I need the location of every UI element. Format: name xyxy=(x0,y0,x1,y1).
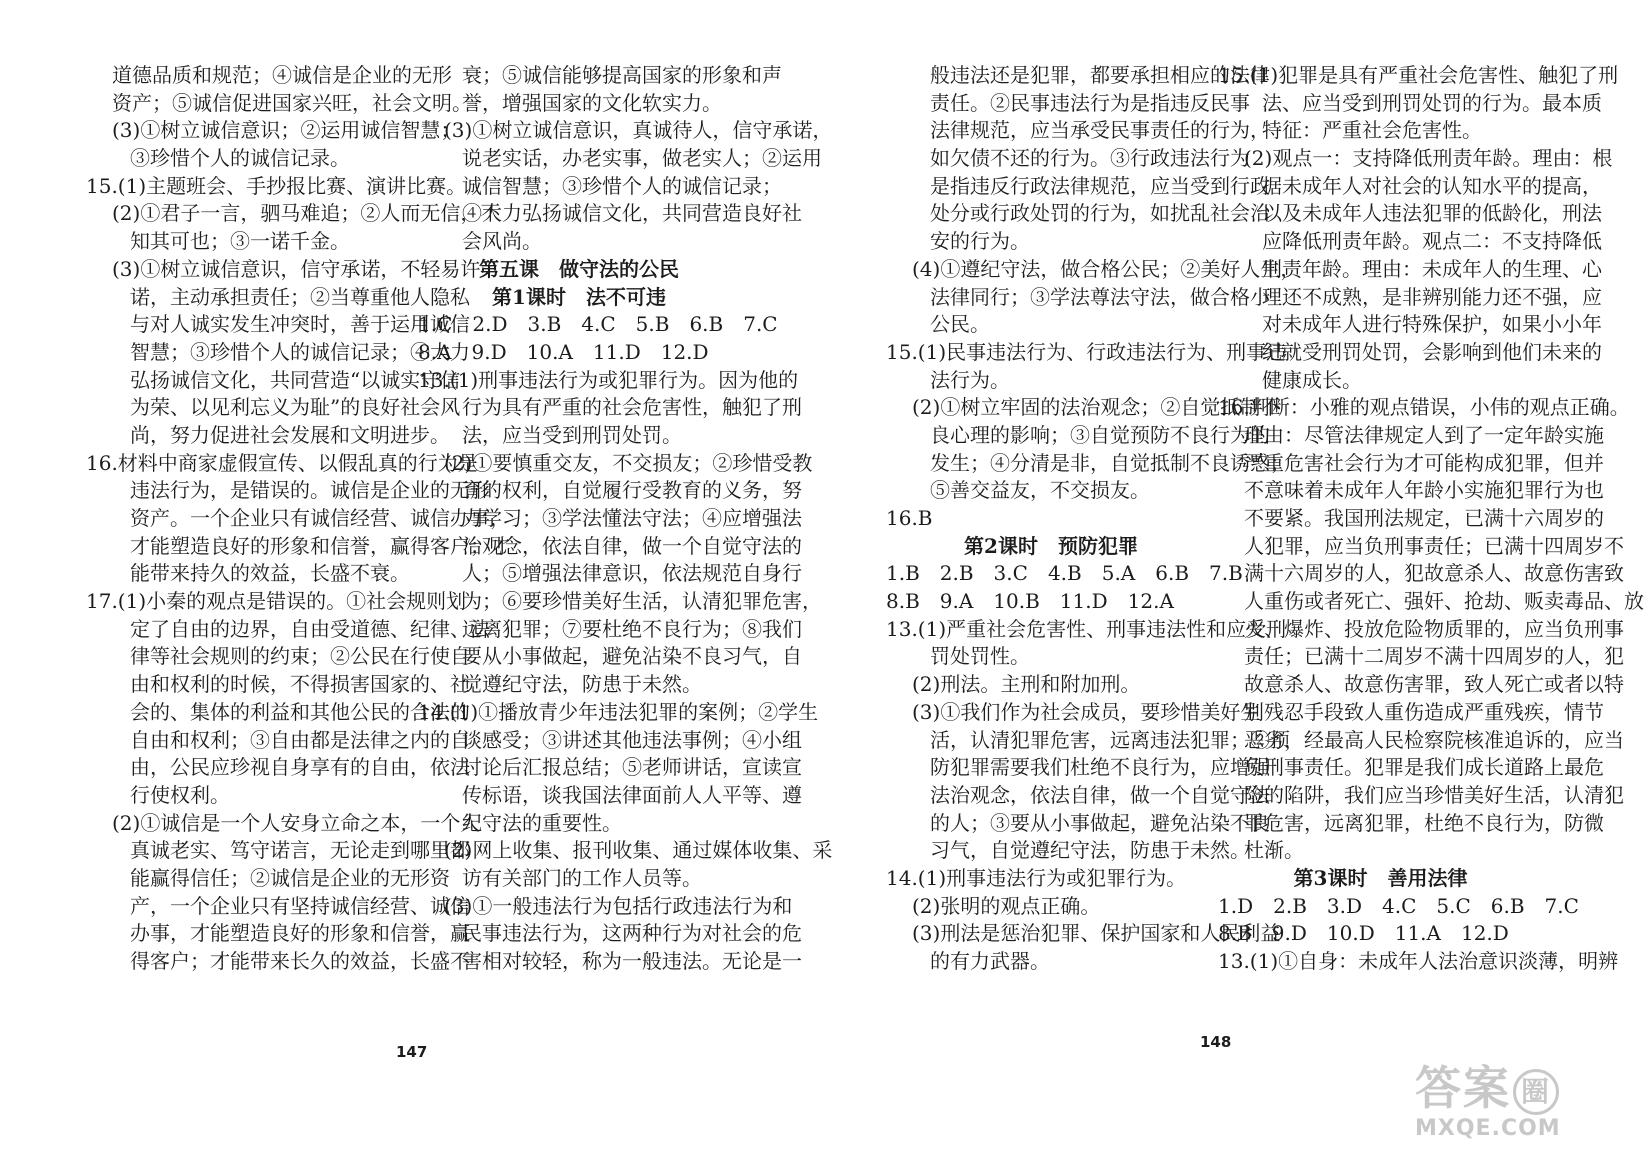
text-line: 发生；④分清是非，自觉抵制不良诱惑； xyxy=(930,450,1290,475)
text-line: 访有关部门的工作人员等。 xyxy=(462,865,702,890)
text-line: 法律规范，应当承受民事责任的行为， xyxy=(930,118,1270,143)
text-line: 不要紧。我国刑法规定，已满十六周岁的 xyxy=(1244,506,1604,530)
text-line: 8.A 9.D 10.A 11.D 12.D xyxy=(418,339,709,364)
text-line: 能赢得信任；②诚信是企业的无形资 xyxy=(130,865,450,890)
text-line: 防犯罪需要我们杜绝不良行为，应增强 xyxy=(930,755,1270,780)
text-line: 知其可也；③一诺千金。 xyxy=(130,229,350,254)
text-line: 纪守法的重要性。 xyxy=(462,810,622,835)
text-line: 资产；⑤诚信促进国家兴旺，社会文明。 xyxy=(112,90,472,115)
text-line: (3)①树立诚信意识，真诚待人，信守承诺， xyxy=(444,118,833,143)
text-line: 据未成年人对社会的认知水平的提高， xyxy=(1262,173,1602,198)
text-line: 15.(1)主题班会、手抄报比赛、演讲比赛。 xyxy=(86,173,467,198)
text-line: 育的权利，自觉履行受教育的义务，努 xyxy=(462,478,802,503)
text-line: 与对人诚实发生冲突时，善于运用诚信 xyxy=(130,312,470,337)
text-line: (2)①君子一言，驷马难追；②人而无信，不 xyxy=(112,201,501,226)
watermark-url: MXQE.COM xyxy=(1415,1115,1561,1141)
text-line: (2)①诚信是一个人安身立命之本，一个人 xyxy=(112,810,481,835)
text-line: 负刑事责任。犯罪是我们成长道路上最危 xyxy=(1244,755,1604,780)
text-line: 才能塑造良好的形象和信誉，赢得客户；才 xyxy=(130,533,510,558)
text-line: 火、爆炸、投放危险物质罪的，应当负刑事 xyxy=(1244,616,1624,641)
text-line: 说老实话，办老实事，做老实人；②运用 xyxy=(462,146,822,171)
text-line: 1.D 2.B 3.D 4.C 5.C 6.B 7.C xyxy=(1218,893,1579,918)
text-line: 不意味着未成年人年龄小实施犯罪行为也 xyxy=(1244,478,1604,503)
text-line: (2)网上收集、报刊收集、通过媒体收集、采 xyxy=(444,838,833,863)
text-line: 违法行为，是错误的。诚信是企业的无形 xyxy=(130,478,490,503)
text-line: 故意杀人、故意伤害罪，致人死亡或者以特 xyxy=(1244,672,1624,697)
text-line: 16.判断：小雅的观点错误，小伟的观点正确。 xyxy=(1218,395,1630,420)
text-line: 弘扬诚信文化，共同营造“以诚实守信 xyxy=(130,367,461,392)
text-line: 资产。一个企业只有诚信经营、诚信办事， xyxy=(130,506,510,530)
section-heading: 第2课时 预防犯罪 xyxy=(964,533,1138,558)
right-page-column-2 xyxy=(1218,62,1644,976)
text-line: 觉遵纪守法，防患于未然。 xyxy=(462,672,702,697)
text-line: (2)观点一：支持降低刑责年龄。理由：根 xyxy=(1244,146,1613,171)
text-line: 险的陷阱，我们应当珍惜美好生活，认清犯 xyxy=(1244,782,1624,807)
text-line: 由和权利的时候，不得损害国家的、社 xyxy=(130,672,470,697)
text-line: 智慧；③珍惜个人的诚信记录；④大力 xyxy=(130,339,470,364)
text-line: 理由：尽管法律规定人到了一定年龄实施 xyxy=(1244,422,1604,447)
text-line: 法律同行；③学法尊法守法，做合格小 xyxy=(930,284,1270,309)
text-line: (3)①我们作为社会成员，要珍惜美好生 xyxy=(912,699,1261,724)
text-line: 理还不成熟，是非辨别能力还不强，应 xyxy=(1262,284,1602,309)
page-number-left: 147 xyxy=(396,1043,428,1061)
text-line: 责任；已满十二周岁不满十四周岁的人，犯 xyxy=(1244,644,1624,669)
text-line: 严重危害社会行为才可能构成犯罪，但并 xyxy=(1244,450,1604,475)
text-line: 传标语，谈我国法律面前人人平等、遵 xyxy=(462,782,802,807)
text-line: ③珍惜个人的诚信记录。 xyxy=(130,146,350,171)
text-line: 罪危害，远离犯罪，杜绝不良行为，防微 xyxy=(1244,810,1604,835)
text-line: 满十六周岁的人，犯故意杀人、故意伤害致 xyxy=(1244,561,1624,586)
text-line: 诚信智慧；③珍惜个人的诚信记录； xyxy=(462,173,782,198)
text-line: 会风尚。 xyxy=(462,229,542,254)
text-line: (2)张明的观点正确。 xyxy=(912,893,1101,918)
text-line: 1.B 2.B 3.C 4.B 5.A 6.B 7.B xyxy=(886,561,1243,586)
text-line: 誉，增强国家的文化软实力。 xyxy=(462,90,722,115)
text-line: 力学习；③学法懂法守法；④应增强法 xyxy=(462,506,802,530)
right-page xyxy=(800,0,1644,1153)
text-line: 会的、集体的利益和其他公民的合法的 xyxy=(130,699,470,724)
text-line: 活，认清犯罪危害，远离违法犯罪；②预 xyxy=(930,727,1290,752)
text-line: 别残忍手段致人重伤造成严重残疾，情节 xyxy=(1244,699,1604,724)
text-line: 公民。 xyxy=(930,312,990,337)
text-line: 8.B 9.D 10.D 11.A 12.D xyxy=(1218,921,1509,946)
text-line: 健康成长。 xyxy=(1262,367,1362,392)
text-line: 法治观念，依法自律，做一个自觉守法 xyxy=(930,782,1270,807)
text-line: 刑责年龄。理由：未成年人的生理、心 xyxy=(1262,256,1602,281)
text-line: (3)①树立诚信意识，信守承诺，不轻易许 xyxy=(112,256,481,281)
text-line: 14.(1)刑事违法行为或犯罪行为。 xyxy=(886,865,1187,890)
text-line: 要从小事做起，避免沾染不良习气，自 xyxy=(462,644,802,669)
text-line: 14.(1)①播放青少年违法犯罪的案例；②学生 xyxy=(418,699,819,724)
text-line: (2)①树立牢固的法治观念；②自觉抵制不 xyxy=(912,395,1281,420)
text-line: 治观念，依法自律，做一个自觉守法的 xyxy=(462,533,802,558)
text-line: 自由和权利；③自由都是法律之内的自 xyxy=(130,727,470,752)
text-line: 以及未成年人违法犯罪的低龄化，刑法 xyxy=(1262,201,1602,226)
text-line: 的有力武器。 xyxy=(930,949,1050,973)
text-line: 16.B xyxy=(886,506,933,530)
text-line: 15.(1)犯罪是具有严重社会危害性、触犯了刑 xyxy=(1218,63,1619,87)
text-line: (2)①要慎重交友，不交损友；②珍惜受教 xyxy=(444,450,813,475)
text-line: 人重伤或者死亡、强奸、抢劫、贩卖毒品、放 xyxy=(1244,589,1644,614)
text-line: ⑤善交益友，不交损友。 xyxy=(930,478,1150,503)
text-line: 对未成年人进行特殊保护，如果小小年 xyxy=(1262,312,1602,337)
text-line: 13.(1)①自身：未成年人法治意识淡薄，明辨 xyxy=(1218,949,1619,973)
text-line: 为；⑥要珍惜美好生活，认清犯罪危害， xyxy=(462,589,822,614)
text-line: 诺，主动承担责任；②当尊重他人隐私 xyxy=(130,284,470,309)
text-line: 般违法还是犯罪，都要承担相应的法律 xyxy=(930,63,1270,87)
text-line: 如欠债不还的行为。③行政违法行为 xyxy=(930,146,1250,171)
watermark-text: 答案 xyxy=(1415,1061,1511,1115)
text-line: 为荣、以见利忘义为耻”的良好社会风 xyxy=(130,395,461,420)
left-page-column-1 xyxy=(86,62,510,976)
text-line: 尚，努力促进社会发展和文明进步。 xyxy=(130,422,450,447)
text-line: 的人；③要从小事做起，避免沾染不良 xyxy=(930,810,1270,835)
text-line: 8.B 9.A 10.B 11.D 12.A xyxy=(886,589,1174,614)
text-line: 得客户；才能带来长久的效益，长盛不 xyxy=(130,949,470,973)
text-line: 真诚老实、笃守诺言，无论走到哪里都 xyxy=(130,838,470,863)
text-line: (4)①遵纪守法，做合格公民；②美好人生， xyxy=(912,256,1301,281)
text-line: 13.(1)刑事违法行为或犯罪行为。因为他的 xyxy=(418,367,799,392)
text-line: 杜渐。 xyxy=(1244,838,1304,863)
text-line: 安的行为。 xyxy=(930,229,1030,254)
text-line: 办事，才能塑造良好的形象和信誉，赢 xyxy=(130,921,470,946)
text-line: 人犯罪，应当负刑事责任；已满十四周岁不 xyxy=(1244,533,1624,558)
section-heading: 第五课 做守法的公民 xyxy=(479,256,679,281)
page-number-right: 148 xyxy=(1200,1033,1232,1051)
section-heading: 第3课时 善用法律 xyxy=(1293,865,1468,890)
text-line: 行为具有严重的社会危害性，触犯了刑 xyxy=(462,395,802,420)
text-line: 法、应当受到刑罚处罚的行为。最本质 xyxy=(1262,90,1602,115)
text-line: 谈感受；③讲述其他违法事例；④小组 xyxy=(462,727,802,752)
text-line: (2)刑法。主刑和附加刑。 xyxy=(912,672,1141,697)
text-line: 责任。②民事违法行为是指违反民事 xyxy=(930,90,1250,115)
section-heading: 第1课时 法不可违 xyxy=(492,284,666,309)
text-line: 1.C 2.D 3.B 4.C 5.B 6.B 7.C xyxy=(418,312,778,337)
text-line: 习气，自觉遵纪守法，防患于未然。 xyxy=(930,838,1250,863)
text-line: 能带来持久的效益，长盛不衰。 xyxy=(130,561,410,586)
text-line: ④大力弘扬诚信文化，共同营造良好社 xyxy=(462,201,802,226)
text-line: 特征：严重社会危害性。 xyxy=(1262,118,1482,143)
text-line: 产，一个企业只有坚持诚信经营、诚信 xyxy=(130,893,470,918)
text-line: 纪就受刑罚处罚，会影响到他们未来的 xyxy=(1262,339,1602,364)
text-line: 17.(1)小秦的观点是错误的。①社会规则划 xyxy=(86,589,467,614)
text-line: 良心理的影响；③自觉预防不良行为的 xyxy=(930,422,1270,447)
text-line: 行使权利。 xyxy=(130,782,230,807)
text-line: 讨论后汇报总结；⑤老师讲话，宣读宣 xyxy=(462,755,802,780)
left-page-column-2 xyxy=(418,62,833,976)
text-line: (3)①一般违法行为包括行政违法行为和 xyxy=(444,893,793,918)
text-line: 15.(1)民事违法行为、行政违法行为、刑事违 xyxy=(886,339,1287,364)
text-line: 应降低刑责年龄。观点二：不支持降低 xyxy=(1262,229,1602,254)
text-line: 定了自由的边界，自由受道德、纪律、法 xyxy=(130,616,490,641)
text-line: 是指违反行政法律规范，应当受到行政 xyxy=(930,173,1270,198)
text-line: 法，应当受到刑罚处罚。 xyxy=(462,422,682,447)
text-line: 法行为。 xyxy=(930,367,1010,392)
text-line: 道德品质和规范；④诚信是企业的无形 xyxy=(112,63,452,87)
text-line: (3)刑法是惩治犯罪、保护国家和人民利益 xyxy=(912,921,1281,946)
text-line: (3)①树立诚信意识；②运用诚信智慧； xyxy=(112,118,461,143)
text-line: 民事违法行为，这两种行为对社会的危 xyxy=(462,921,802,946)
text-line: 人；⑤增强法律意识，依法规范自身行 xyxy=(462,561,802,586)
text-line: 律等社会规则的约束；②公民在行使自 xyxy=(130,644,470,669)
text-line: 16.材料中商家虚假宣传、以假乱真的行为是 xyxy=(86,450,478,475)
text-line: 处分或行政处罚的行为，如扰乱社会治 xyxy=(930,201,1270,226)
text-line: 衰；⑤诚信能够提高国家的形象和声 xyxy=(462,63,782,87)
text-line: 害相对较轻，称为一般违法。无论是一 xyxy=(462,949,802,973)
text-line: 罚处罚性。 xyxy=(930,644,1030,669)
text-line: 由，公民应珍视自身享有的自由，依法 xyxy=(130,755,470,780)
text-line: 恶劣，经最高人民检察院核准追诉的，应当 xyxy=(1244,727,1624,752)
watermark-circle-icon: 圈 xyxy=(1513,1069,1559,1115)
site-watermark-logo xyxy=(1415,1062,1595,1148)
text-line: 13.(1)严重社会危害性、刑事违法性和应受刑 xyxy=(886,616,1287,641)
text-line: 远离犯罪；⑦要杜绝不良行为；⑧我们 xyxy=(462,616,802,641)
